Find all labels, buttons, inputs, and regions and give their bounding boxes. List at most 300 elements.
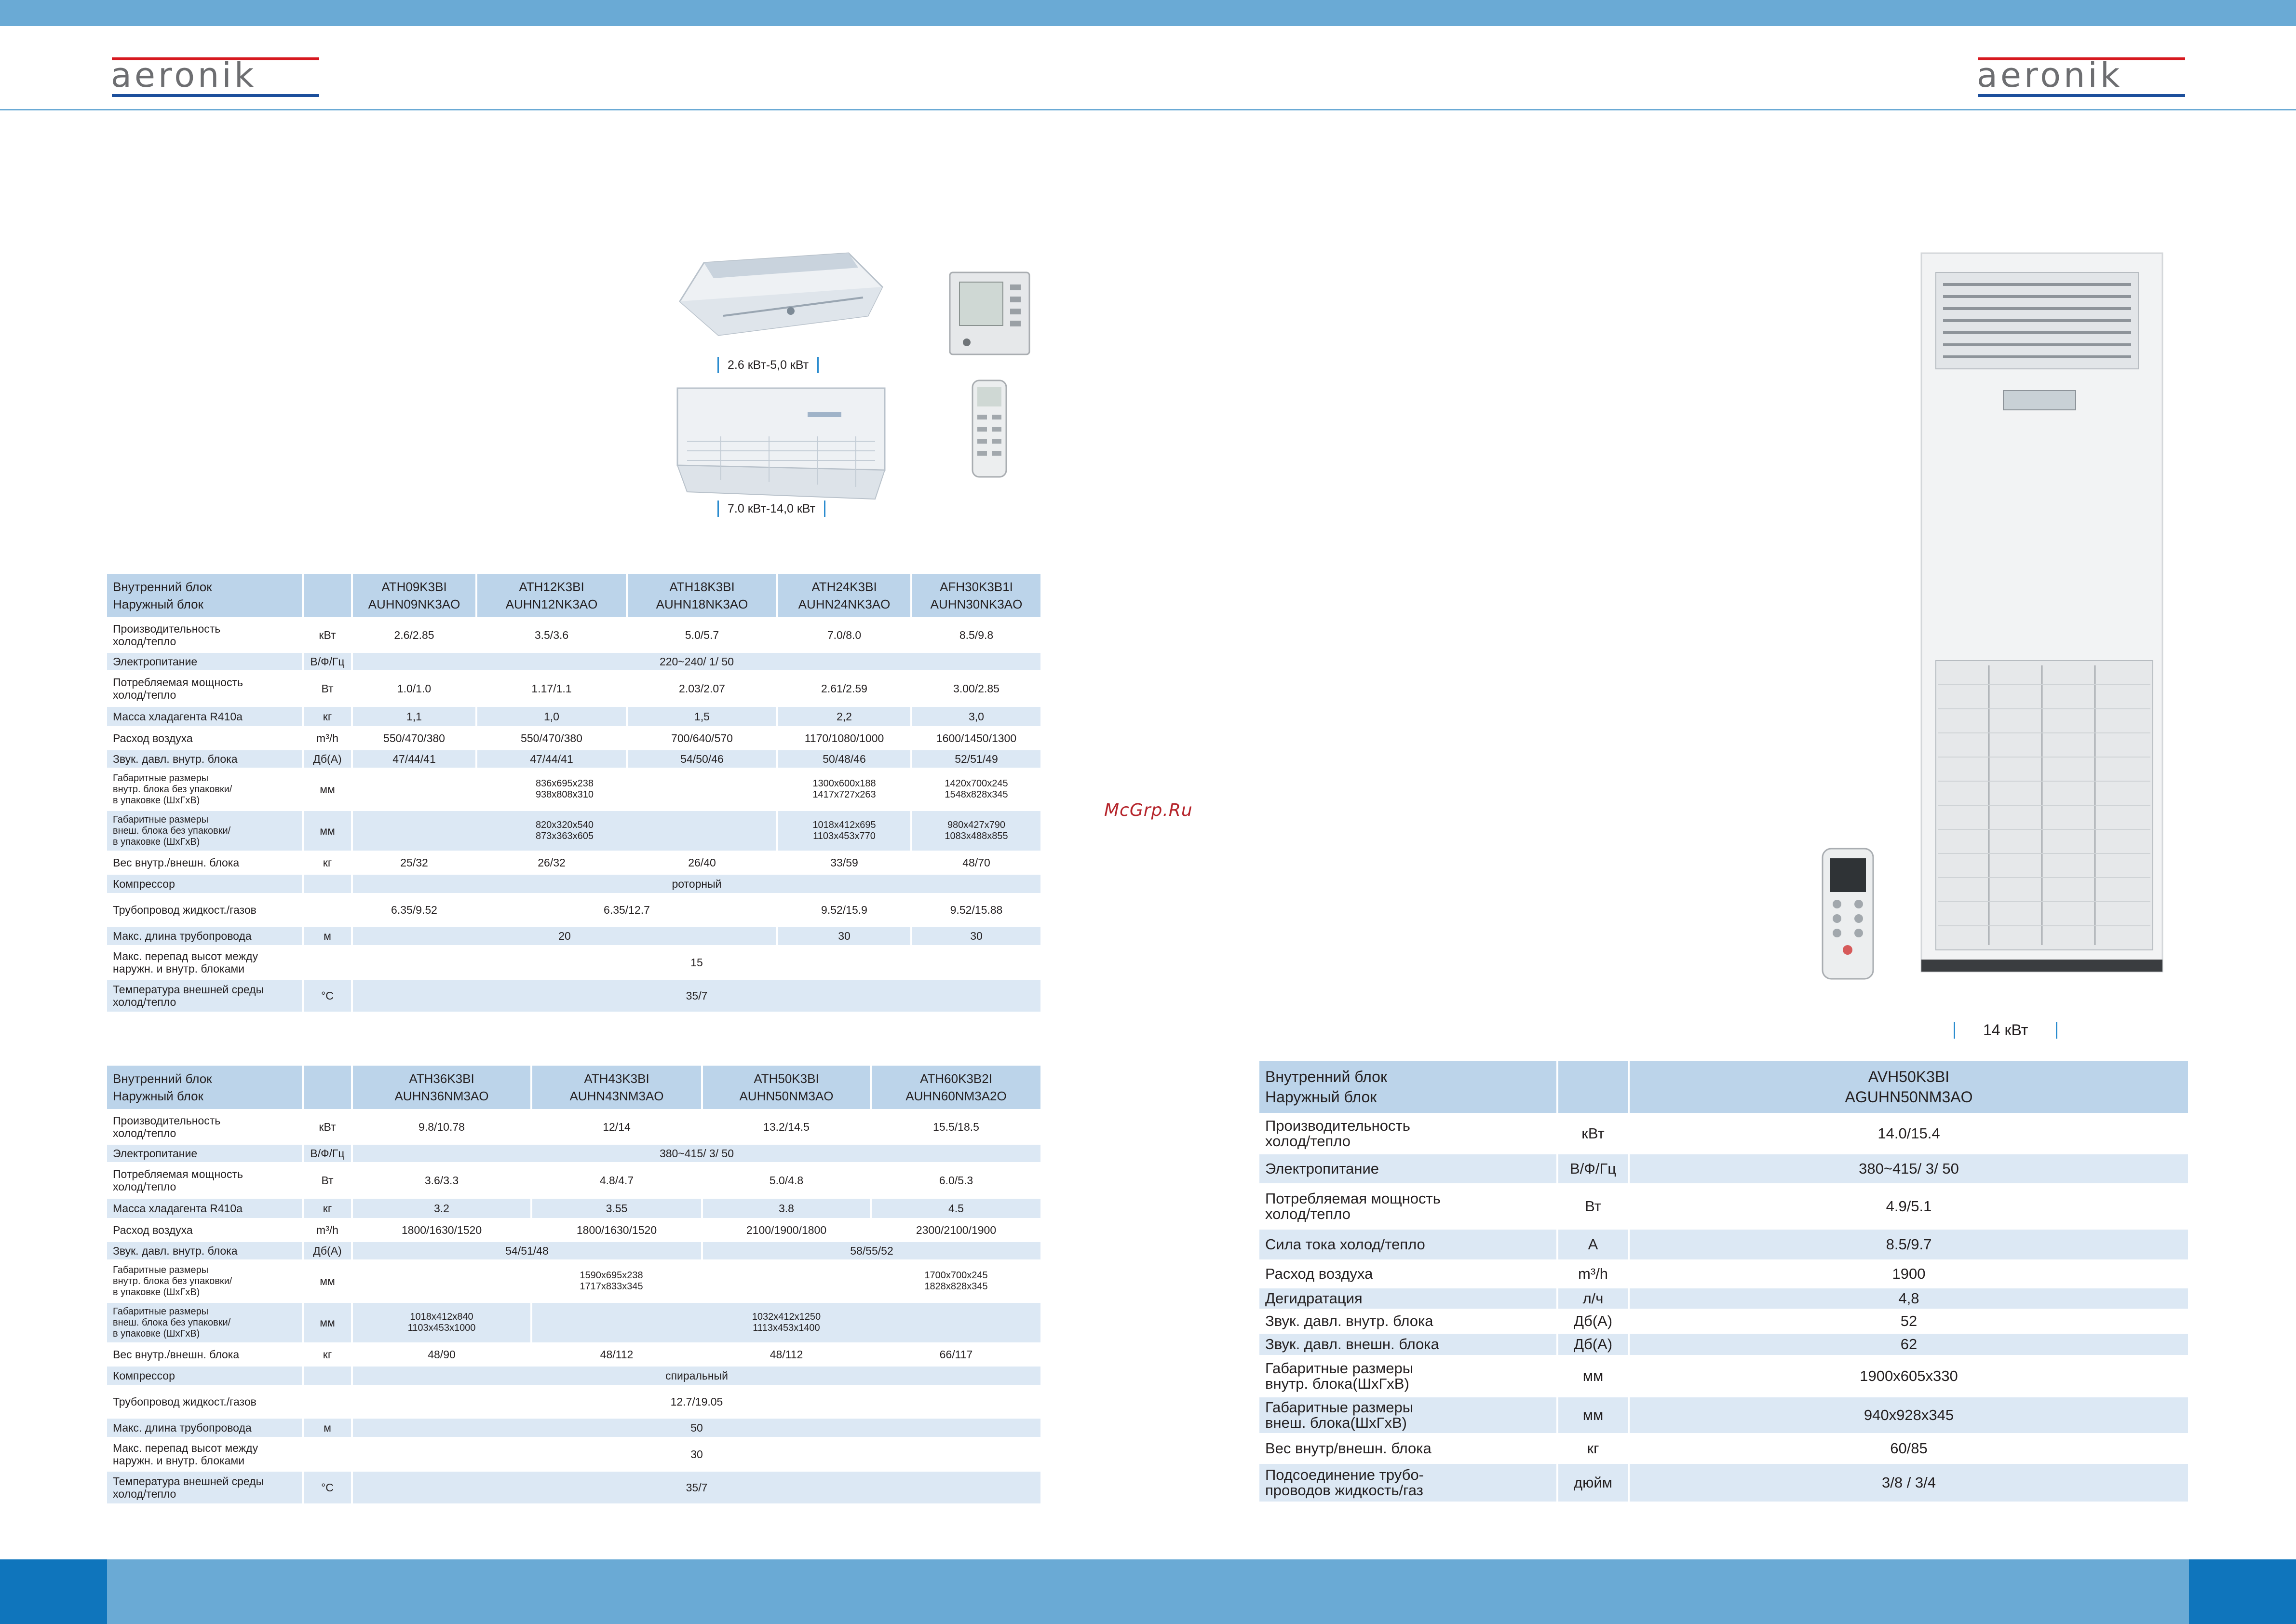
cell-text: наружн. и внутр. блоками <box>113 1454 245 1467</box>
cell-text: Габаритные размеры <box>1265 1399 1414 1416</box>
unit-cell: мм <box>303 1260 352 1302</box>
value-cell: 9.52/15.88 <box>911 894 1041 926</box>
cell-text: Внутренний блок <box>1265 1068 1387 1085</box>
value-cell: 1.17/1.1 <box>476 671 627 706</box>
table-row <box>106 852 1041 874</box>
cell-text: Габаритные размеры <box>113 1264 209 1275</box>
value-cell: 2.6/2.85 <box>352 618 476 652</box>
value-cell <box>303 1065 352 1110</box>
cell-text: внеш. блока без упаковки/ <box>113 825 231 836</box>
table-row <box>106 1386 1041 1418</box>
aeronik-logo-graphic <box>1973 53 2188 99</box>
value-cell: 15 <box>352 946 1041 979</box>
table-row <box>106 1343 1041 1366</box>
cell-text: 938x808x310 <box>535 789 594 800</box>
value-cell: 47/44/41 <box>352 749 476 769</box>
unit-cell: кг <box>303 1198 352 1219</box>
value-cell: 48/70 <box>911 852 1041 874</box>
floor-standing-unit-image <box>1917 251 2172 984</box>
cell-text: ATH36K3BI <box>409 1071 474 1086</box>
row-label <box>1258 1356 1557 1396</box>
header-label-indoor: Внутренний блок <box>113 580 212 594</box>
value-cell <box>352 1260 871 1302</box>
unit-cell: m³/h <box>1557 1260 1629 1287</box>
value-cell: 26/40 <box>627 852 777 874</box>
cell-text: Производительность <box>113 623 221 635</box>
header-label-outdoor: Наружный блок <box>113 597 203 611</box>
row-label <box>106 1110 303 1144</box>
value-cell: 30 <box>777 926 911 946</box>
cell-text: AVH50K3BI <box>1868 1068 1950 1085</box>
spec-table-1 <box>105 572 1042 1014</box>
cell-text: Габаритные размеры <box>113 814 209 825</box>
table-row <box>106 652 1041 671</box>
cell-text: 1717x833x345 <box>580 1281 643 1292</box>
value-cell: 3.5/3.6 <box>476 618 627 652</box>
spec-table-2 <box>105 1064 1042 1505</box>
table-row <box>106 1110 1041 1144</box>
cell-text: Подсоединение трубо- <box>1265 1466 1424 1483</box>
row-label <box>106 1163 303 1198</box>
remote-control-image <box>971 379 1008 480</box>
value-cell: 1,0 <box>476 706 627 727</box>
header-unit-cell <box>303 573 352 618</box>
value-cell: 62 <box>1629 1333 2189 1356</box>
row-label <box>106 618 303 652</box>
value-cell: 1600/1450/1300 <box>911 727 1041 749</box>
cell-text: 820x320x540 <box>535 820 594 830</box>
unit-cell: мм <box>1557 1356 1629 1396</box>
table-row <box>1258 1229 2189 1260</box>
cell-text: в упаковке (ШхГхВ) <box>113 1328 200 1339</box>
cell-text: внутр. блока без упаковки/ <box>113 1275 232 1286</box>
value-cell: 3.2 <box>352 1198 531 1219</box>
unit-cell: Дб(А) <box>303 1241 352 1260</box>
value-cell: 66/117 <box>871 1343 1041 1366</box>
cell-text: Наружный блок <box>113 1089 203 1103</box>
cell-text: ATH09K3BI <box>381 580 447 594</box>
bottom-left-block <box>0 1559 107 1624</box>
row-label <box>106 810 303 852</box>
logo-text: aeronik <box>1977 55 2123 95</box>
cell-text: Температура внешней среды <box>113 983 264 996</box>
unit-cell: кг <box>1557 1434 1629 1463</box>
unit-cell: дюйм <box>1557 1463 1629 1502</box>
cell-text: Потребляемая мощность <box>113 676 243 689</box>
value-cell: 1900 <box>1629 1260 2189 1287</box>
row-label <box>1258 1060 1557 1114</box>
table1-header-row <box>106 573 1041 618</box>
row-label <box>106 671 303 706</box>
table-row <box>106 706 1041 727</box>
unit-cell: Дб(А) <box>303 749 352 769</box>
caption-text: 7.0 кВт-14,0 кВт <box>728 501 816 515</box>
model-cell <box>531 1065 702 1110</box>
caption-tick <box>817 357 819 373</box>
table-row <box>1258 1396 2189 1434</box>
value-cell: 48/112 <box>531 1343 702 1366</box>
unit-cell: Дб(А) <box>1557 1333 1629 1356</box>
cell-text: AUHN50NM3AO <box>739 1089 834 1103</box>
wall-controller-image <box>947 270 1032 357</box>
aeronik-logo-left <box>107 53 322 99</box>
unit-cell: мм <box>1557 1396 1629 1434</box>
table-row <box>106 1438 1041 1471</box>
cell-text: 836x695x238 <box>535 778 594 789</box>
ceiling-unit-small-image <box>675 244 887 350</box>
cell-text: Макс. перепад высот между <box>113 1442 258 1454</box>
value-cell <box>531 1302 1041 1343</box>
value-cell: 33/59 <box>777 852 911 874</box>
value-cell: 4.8/4.7 <box>531 1163 702 1198</box>
value-cell: 380~415/ 3/ 50 <box>1629 1153 2189 1184</box>
cell-text: холод/тепло <box>113 689 176 701</box>
value-cell: 35/7 <box>352 1471 1041 1504</box>
unit-cell: мм <box>303 810 352 852</box>
table-row <box>1258 1114 2189 1153</box>
value-cell: 54/51/48 <box>352 1241 702 1260</box>
table-row <box>106 671 1041 706</box>
table-row <box>1258 1434 2189 1463</box>
value-cell: 14.0/15.4 <box>1629 1114 2189 1153</box>
cell-text: ATH60K3B2I <box>920 1071 992 1086</box>
value-cell: 940x928x345 <box>1629 1396 2189 1434</box>
row-label <box>1258 1184 1557 1229</box>
unit-cell: m³/h <box>303 1219 352 1241</box>
cell-text: 1700x700x245 <box>924 1270 988 1281</box>
value-cell: 2,2 <box>777 706 911 727</box>
cell-text: Потребляемая мощность <box>113 1168 243 1180</box>
value-cell: 35/7 <box>352 979 1041 1013</box>
cell-text: 1417x727x263 <box>812 789 876 800</box>
value-cell: 1,1 <box>352 706 476 727</box>
model-cell <box>476 573 627 618</box>
table-row <box>106 1366 1041 1386</box>
value-cell: роторный <box>352 874 1041 894</box>
model-cell <box>702 1065 871 1110</box>
unit-cell: В/Ф/Гц <box>303 1144 352 1163</box>
caption-tick <box>717 501 719 517</box>
value-cell: 50 <box>352 1418 1041 1438</box>
cell-text: холод/тепло <box>113 635 176 648</box>
unit-cell: °C <box>303 1471 352 1504</box>
value-cell: 52 <box>1629 1310 2189 1333</box>
unit-cell: кВт <box>303 1110 352 1144</box>
cell-text: внеш. блока(ШхГхВ) <box>1265 1414 1407 1431</box>
value-cell: 1.0/1.0 <box>352 671 476 706</box>
row-label <box>106 1065 303 1110</box>
cell-text: AUHN60NM3A2O <box>905 1089 1007 1103</box>
value-cell: 12/14 <box>531 1110 702 1144</box>
value-cell: 5.0/4.8 <box>702 1163 871 1198</box>
value-cell: 550/470/380 <box>476 727 627 749</box>
row-label <box>106 1260 303 1302</box>
caption-text: 2.6 кВт-5,0 кВт <box>728 358 809 372</box>
caption-ceiling-large <box>717 501 825 517</box>
cell-text: AUHN24NK3AO <box>798 597 891 611</box>
table-row <box>106 769 1041 810</box>
unit-cell: кВт <box>1557 1114 1629 1153</box>
model-cell <box>352 1065 531 1110</box>
value-cell: 54/50/46 <box>627 749 777 769</box>
model-cell <box>911 573 1041 618</box>
table-row <box>106 1471 1041 1504</box>
table-row <box>1258 1310 2189 1333</box>
cell-text: в упаковке (ШхГхВ) <box>113 836 200 847</box>
cell-text: 1018x412x840 <box>410 1312 473 1322</box>
value-cell: 1800/1630/1520 <box>531 1219 702 1241</box>
unit-cell: мм <box>303 1302 352 1343</box>
value-cell: 2.03/2.07 <box>627 671 777 706</box>
table-row <box>106 1260 1041 1302</box>
unit-cell <box>303 874 352 894</box>
cell-text: проводов жидкость/газ <box>1265 1482 1423 1499</box>
unit-cell: мм <box>303 769 352 810</box>
value-cell: 50/48/46 <box>777 749 911 769</box>
value-cell: 700/640/570 <box>627 727 777 749</box>
cell-text: Наружный блок <box>1265 1088 1377 1106</box>
cell-text: внутр. блока без упаковки/ <box>113 784 232 795</box>
model-cell <box>352 573 476 618</box>
aeronik-logo-right <box>1973 53 2188 99</box>
cell-text: AUHN30NK3AO <box>930 597 1023 611</box>
value-cell: спиральный <box>352 1366 1041 1386</box>
cell-text: 1103x453x770 <box>813 831 876 841</box>
value-cell: 6.35/9.52 <box>352 894 476 926</box>
value-cell: 60/85 <box>1629 1434 2189 1463</box>
value-cell: 8.5/9.7 <box>1629 1229 2189 1260</box>
row-label: Трубопровод жидкост./газов <box>106 894 303 926</box>
cell-text: внеш. блока без упаковки/ <box>113 1317 231 1328</box>
row-label <box>1258 1114 1557 1153</box>
row-label: Трубопровод жидкост./газов <box>106 1386 303 1418</box>
model-cell <box>777 573 911 618</box>
table-row <box>106 874 1041 894</box>
table-row <box>106 979 1041 1013</box>
cell-text: наружн. и внутр. блоками <box>113 962 245 975</box>
value-cell: 4.9/5.1 <box>1629 1184 2189 1229</box>
cell-text: 1590x695x238 <box>580 1270 643 1281</box>
table-row <box>106 1163 1041 1198</box>
cell-text: холод/тепло <box>1265 1133 1351 1150</box>
model-cell <box>1629 1060 2189 1114</box>
floor-unit-remote-image <box>1820 846 1876 981</box>
value-cell <box>352 1302 531 1343</box>
row-label: Звук. давл. внутр. блока <box>106 749 303 769</box>
row-label: Макс. длина трубопровода <box>106 926 303 946</box>
cell-text: Макс. перепад высот между <box>113 950 258 962</box>
table-row <box>106 926 1041 946</box>
row-label <box>1258 1396 1557 1434</box>
cell-text: 1018x412x695 <box>812 820 876 830</box>
row-label <box>106 979 303 1013</box>
cell-text: ATH24K3BI <box>811 580 877 594</box>
row-label: Звук. давл. внутр. блока <box>106 1241 303 1260</box>
top-color-bar <box>0 0 2296 26</box>
cell-text: 1032x412x1250 <box>752 1312 821 1322</box>
model-cell <box>871 1065 1041 1110</box>
table-row <box>1258 1463 2189 1502</box>
unit-cell: m³/h <box>303 727 352 749</box>
row-label: Расход воздуха <box>1258 1260 1557 1287</box>
row-label <box>106 946 303 979</box>
cell-text: 1548x828x345 <box>945 789 1008 800</box>
unit-cell: кВт <box>303 618 352 652</box>
cell-text: внутр. блока(ШхГхВ) <box>1265 1375 1409 1392</box>
value-cell: 3.00/2.85 <box>911 671 1041 706</box>
cell-text: Внутренний блок <box>113 1071 212 1086</box>
table3-header-row <box>1258 1060 2189 1114</box>
value-cell: 9.52/15.9 <box>777 894 911 926</box>
caption-tick <box>1954 1022 1955 1039</box>
cell-text: AUHN09NK3AO <box>368 597 460 611</box>
cell-text: холод/тепло <box>113 1488 176 1500</box>
cell-text: холод/тепло <box>1265 1205 1351 1222</box>
table-row <box>106 1241 1041 1260</box>
table-row <box>106 1418 1041 1438</box>
value-cell <box>352 769 777 810</box>
value-cell: 58/55/52 <box>702 1241 1041 1260</box>
row-label: Вес внутр./внешн. блока <box>106 1343 303 1366</box>
value-cell: 6.0/5.3 <box>871 1163 1041 1198</box>
logo-text: aeronik <box>111 55 257 95</box>
cell-text: холод/тепло <box>113 996 176 1008</box>
value-cell: 2300/2100/1900 <box>871 1219 1041 1241</box>
cell-text: 980x427x790 <box>947 820 1006 830</box>
cell-text: ATH18K3BI <box>669 580 735 594</box>
value-cell: 30 <box>911 926 1041 946</box>
value-cell <box>1557 1060 1629 1114</box>
table-row <box>1258 1260 2189 1287</box>
row-label: Электропитание <box>106 1144 303 1163</box>
value-cell: 26/32 <box>476 852 627 874</box>
unit-cell: Вт <box>1557 1184 1629 1229</box>
cell-text: ATH50K3BI <box>754 1071 819 1086</box>
unit-cell: л/ч <box>1557 1287 1629 1310</box>
aeronik-logo-graphic <box>107 53 322 99</box>
unit-cell <box>303 1386 352 1418</box>
value-cell: 3.55 <box>531 1198 702 1219</box>
cell-text: ATH43K3BI <box>584 1071 649 1086</box>
value-cell: 1170/1080/1000 <box>777 727 911 749</box>
cell-text: AGUHN50NM3AO <box>1845 1088 1973 1106</box>
unit-cell: Вт <box>303 1163 352 1198</box>
cell-text: AUHN36NM3AO <box>394 1089 489 1103</box>
table-row <box>1258 1287 2189 1310</box>
table-row <box>1258 1184 2189 1229</box>
watermark: McGrp.Ru <box>1104 800 1193 820</box>
cell-text: Потребляемая мощность <box>1265 1190 1441 1207</box>
table-row <box>106 749 1041 769</box>
cell-text: в упаковке (ШхГхВ) <box>113 795 200 806</box>
cell-text: 873x363x605 <box>535 831 594 841</box>
row-label: Расход воздуха <box>106 1219 303 1241</box>
unit-cell: м <box>303 926 352 946</box>
value-cell: 7.0/8.0 <box>777 618 911 652</box>
caption-tick <box>717 357 719 373</box>
table2-header-row <box>106 1065 1041 1110</box>
cell-text: 1828x828x345 <box>924 1281 988 1292</box>
value-cell: 48/90 <box>352 1343 531 1366</box>
cell-text: холод/тепло <box>113 1180 176 1193</box>
table-row <box>106 618 1041 652</box>
value-cell <box>777 769 911 810</box>
value-cell: 12.7/19.05 <box>352 1386 1041 1418</box>
unit-cell: кг <box>303 852 352 874</box>
caption-ceiling-small <box>717 357 819 373</box>
unit-cell <box>303 946 352 979</box>
model-cell <box>627 573 777 618</box>
value-cell: 2100/1900/1800 <box>702 1219 871 1241</box>
cell-text: AUHN43NM3AO <box>569 1089 664 1103</box>
unit-cell: кг <box>303 1343 352 1366</box>
unit-cell <box>303 894 352 926</box>
table-row <box>106 1144 1041 1163</box>
table-row <box>1258 1333 2189 1356</box>
row-label <box>106 1438 303 1471</box>
value-cell: 550/470/380 <box>352 727 476 749</box>
row-label: Электропитание <box>106 652 303 671</box>
unit-cell: В/Ф/Гц <box>303 652 352 671</box>
header-divider <box>0 109 2296 110</box>
table-row <box>106 810 1041 852</box>
table-row <box>106 727 1041 749</box>
table-row <box>106 1198 1041 1219</box>
cell-text: AUHN18NK3AO <box>656 597 748 611</box>
value-cell: 8.5/9.8 <box>911 618 1041 652</box>
bottom-right-block <box>2189 1559 2296 1624</box>
value-cell: 20 <box>352 926 777 946</box>
unit-cell: Вт <box>303 671 352 706</box>
value-cell: 6.35/12.7 <box>476 894 777 926</box>
row-label <box>106 769 303 810</box>
cell-text: Габаритные размеры <box>1265 1360 1414 1377</box>
bottom-color-bar <box>0 1559 2296 1624</box>
table-row <box>1258 1356 2189 1396</box>
table-row <box>106 1219 1041 1241</box>
cell-text: Температура внешней среды <box>113 1475 264 1488</box>
table-row <box>106 946 1041 979</box>
row-label: Масса хладагента R410a <box>106 706 303 727</box>
value-cell: 380~415/ 3/ 50 <box>352 1144 1041 1163</box>
cell-text: 1103x453x1000 <box>407 1323 476 1333</box>
value-cell: 15.5/18.5 <box>871 1110 1041 1144</box>
ceiling-unit-large-image <box>673 383 890 504</box>
value-cell: 48/112 <box>702 1343 871 1366</box>
value-cell: 52/51/49 <box>911 749 1041 769</box>
spec-table-3 <box>1257 1059 2190 1503</box>
cell-text: Габаритные размеры <box>113 772 209 784</box>
cell-text: AUHN12NK3AO <box>505 597 598 611</box>
caption-text: 14 кВт <box>1983 1021 2028 1039</box>
row-label: Масса хладагента R410a <box>106 1198 303 1219</box>
value-cell: 220~240/ 1/ 50 <box>352 652 1041 671</box>
cell-text: 1300x600x188 <box>812 778 876 789</box>
header-label <box>106 573 303 618</box>
caption-tick <box>824 501 825 517</box>
row-label: Звук. давл. внутр. блока <box>1258 1310 1557 1333</box>
row-label: Дегидратация <box>1258 1287 1557 1310</box>
value-cell: 47/44/41 <box>476 749 627 769</box>
row-label: Вес внутр/внешн. блока <box>1258 1434 1557 1463</box>
value-cell: 5.0/5.7 <box>627 618 777 652</box>
unit-cell: В/Ф/Гц <box>1557 1153 1629 1184</box>
value-cell: 2.61/2.59 <box>777 671 911 706</box>
unit-cell: А <box>1557 1229 1629 1260</box>
table-row <box>106 894 1041 926</box>
cell-text: 1083x488x855 <box>945 831 1008 841</box>
unit-cell: Дб(А) <box>1557 1310 1629 1333</box>
